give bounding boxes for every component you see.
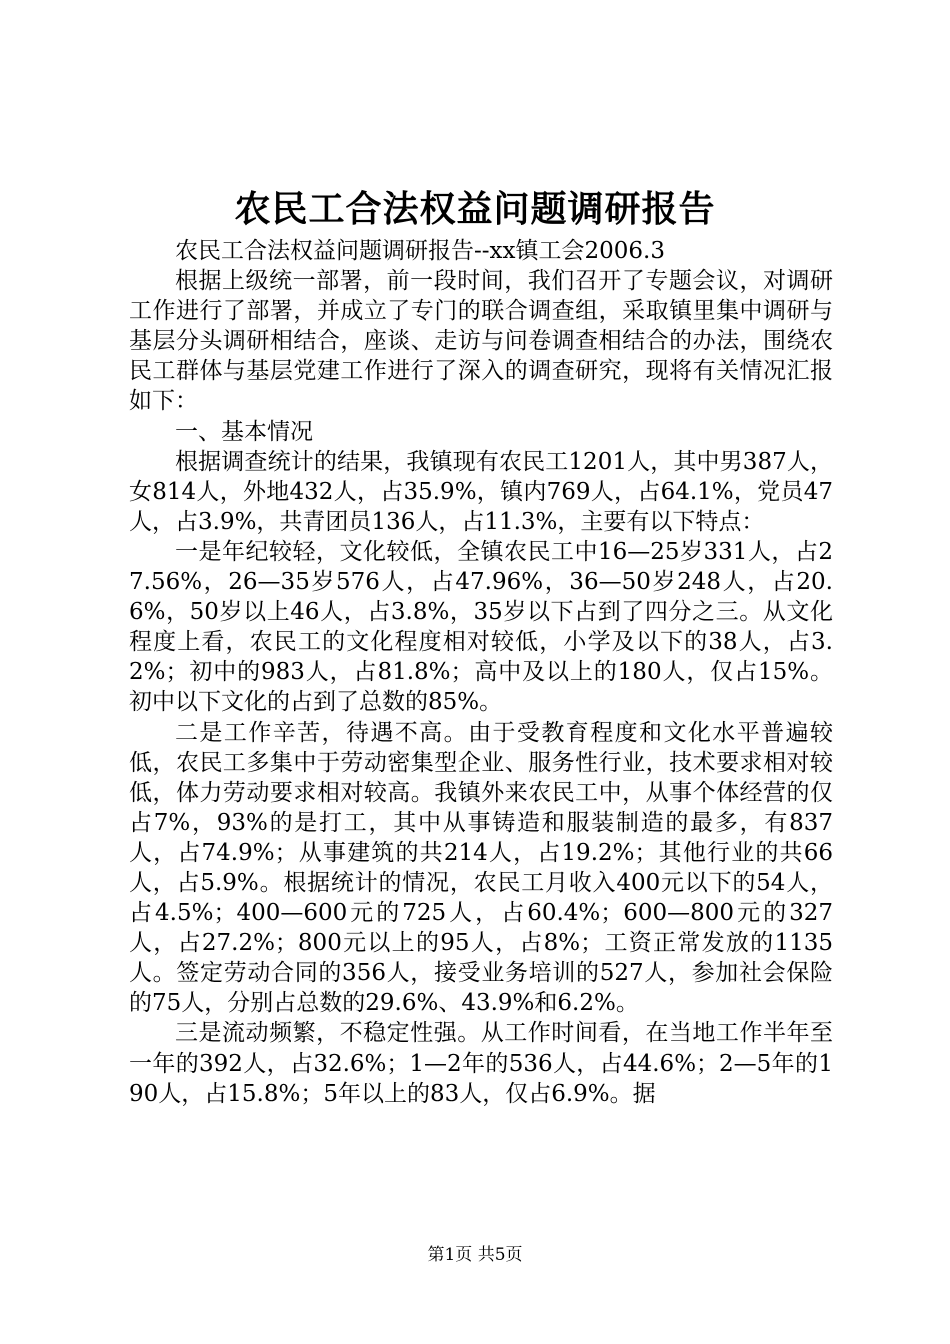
paragraph-intro: 根据上级统一部署，前一段时间，我们召开了专题会议，对调研工作进行了部署，并成立了专门的联合调查组，采取镇里集中调研与基层分头调研相结合，座谈、走访与问卷调查相结合的办法，围绕农民工群体与基层党建工作进行了深入的调查研究，现将有关情况汇报如下： [129,268,833,415]
paragraph-point-two: 二是工作辛苦，待遇不高。由于受教育程度和文化水平普遍较低，农民工多集中于劳动密集型企业、服务性行业，技术要求相对较低，体力劳动要求相对较高。我镇外来农民工中，从事个体经营的仅占7%，93%的是打工，其中从事铸造和服装制造的最多，有837人，占74.9%；从事建筑的共214人，占19.2%；其他行业的共66人，占5.9%。根据统计的情况，农民工月收入400元以下的54人，占4.5%；400—600元的725人，占60.4%；600—800元的327人，占27.2%；800元以上的95人，占8%；工资正常发放的1135人。签定劳动合同的356人，接受业务培训的527人，参加社会保险的75人，分别占总数的29.6%、43.9%和6.2%。 [129,719,833,1017]
section-heading-basic-situation: 一、基本情况 [175,418,313,445]
paragraph-statistics: 根据调查统计的结果，我镇现有农民工1201人，其中男387人，女814人，外地432人，占35.9%，镇内769人，占64.1%，党员47人，占3.9%，共青团员136人，占11.3%，主要有以下特点： [129,448,833,535]
page-footer: 第1页 共5页 [427,1245,523,1265]
paragraph-point-one: 一是年纪较轻，文化较低，全镇农民工中16—25岁331人，占27.56%，26—35岁576人，占47.96%，36—50岁248人，占20.6%，50岁以上46人，占3.8%，35岁以下占到了四分之三。从文化程度上看，农民工的文化程度相对较低，小学及以下的38人，占3.2%；初中的983人，占81.8%；高中及以上的180人，仅占15%。初中以下文化的占到了总数的85%。 [129,538,833,716]
document-body [129,236,833,1109]
paragraph-subtitle: 农民工合法权益问题调研报告--xx镇工会2006.3 [175,238,665,264]
document-title: 农民工合法权益问题调研报告 [234,188,716,230]
paragraph-point-three: 三是流动频繁，不稳定性强。从工作时间看，在当地工作半年至一年的392人，占32.6%；1—2年的536人，占44.6%；2—5年的190人，占15.8%；5年以上的83人，仅占6.9%。据 [129,1020,833,1107]
